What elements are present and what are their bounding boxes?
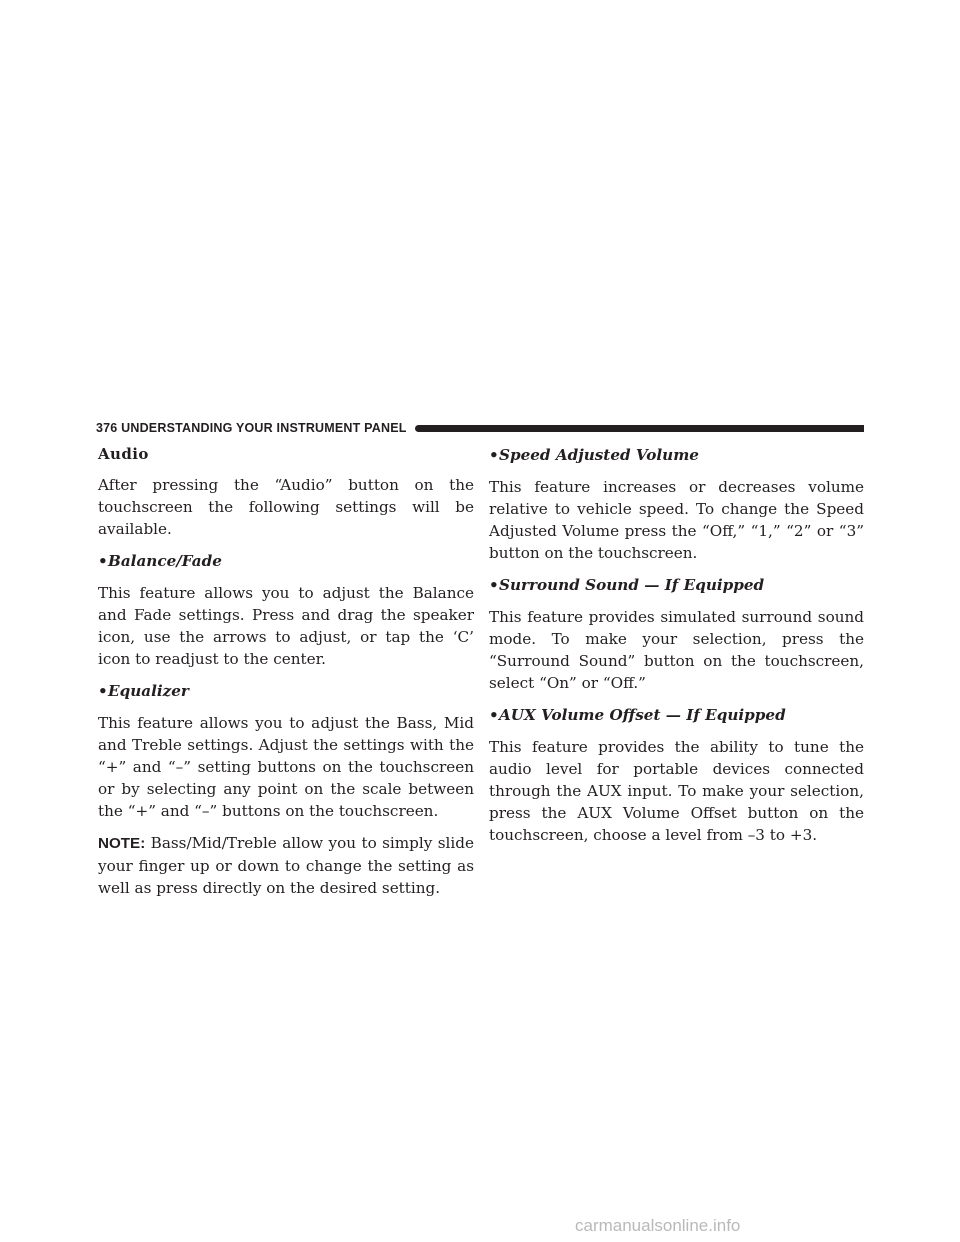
balance-fade-paragraph: This feature allows you to adjust the Balance and Fade settings. Press and drag the speaker icon, use the arrows to adjust, or tap the ‘C’ icon to readjust to the center.: [98, 584, 474, 668]
bullet-dot-icon: •: [98, 552, 108, 570]
bullet-label: Balance/Fade: [108, 552, 222, 570]
section-heading-audio: Audio: [98, 445, 149, 463]
bullet-dot-icon: •: [489, 706, 499, 724]
bullet-speed-adjusted-volume: [489, 444, 864, 466]
bullet-balance-fade: [98, 550, 474, 572]
bullet-label: Equalizer: [108, 682, 189, 700]
right-column: [489, 444, 864, 856]
note-label: NOTE:: [98, 835, 146, 852]
aux-offset-paragraph: This feature provides the ability to tune the audio level for portable devices connected through the AUX input. To make your selection, press the AUX Volume Offset button on the touchscreen, choose a level from –3 to +3.: [489, 738, 864, 844]
watermark: carmanualsonline.info: [575, 1216, 741, 1235]
intro-paragraph: After pressing the “Audio” button on the touchscreen the following settings will be available.: [98, 476, 474, 538]
bullet-equalizer: [98, 680, 474, 702]
surround-sound-paragraph: This feature provides simulated surround sound mode. To make your selection, press the “Surround Sound” button on the touchscreen, select “On” or “Off.”: [489, 608, 864, 692]
page-header: [96, 420, 864, 436]
bullet-dot-icon: •: [98, 682, 108, 700]
bullet-label: Speed Adjusted Volume: [499, 446, 699, 464]
bullet-label: Surround Sound — If Equipped: [499, 576, 765, 594]
equalizer-paragraph: This feature allows you to adjust the Bass, Mid and Treble settings. Adjust the settings with the “+” and “–” setting buttons on the touchscreen or by selecting any point on the scale between the “+” and “–” buttons on the touchscreen.: [98, 714, 474, 820]
speed-volume-paragraph: This feature increases or decreases volume relative to vehicle speed. To change the Speed Adjusted Volume press the “Off,” “1,” “2” or “3” button on the touchscreen.: [489, 478, 864, 562]
bullet-dot-icon: •: [489, 576, 499, 594]
bullet-dot-icon: •: [489, 446, 499, 464]
bullet-surround-sound: [489, 574, 864, 596]
page-title: 376 UNDERSTANDING YOUR INSTRUMENT PANEL: [96, 421, 407, 435]
bullet-aux-volume-offset: [489, 704, 864, 726]
header-rule: [415, 425, 864, 432]
note-paragraph: [98, 832, 474, 899]
note-text: Bass/Mid/Treble allow you to simply slide your finger up or down to change the setting as well as press directly on the desired setting.: [98, 834, 474, 897]
left-column: [98, 444, 474, 909]
bullet-label: AUX Volume Offset — If Equipped: [499, 706, 786, 724]
